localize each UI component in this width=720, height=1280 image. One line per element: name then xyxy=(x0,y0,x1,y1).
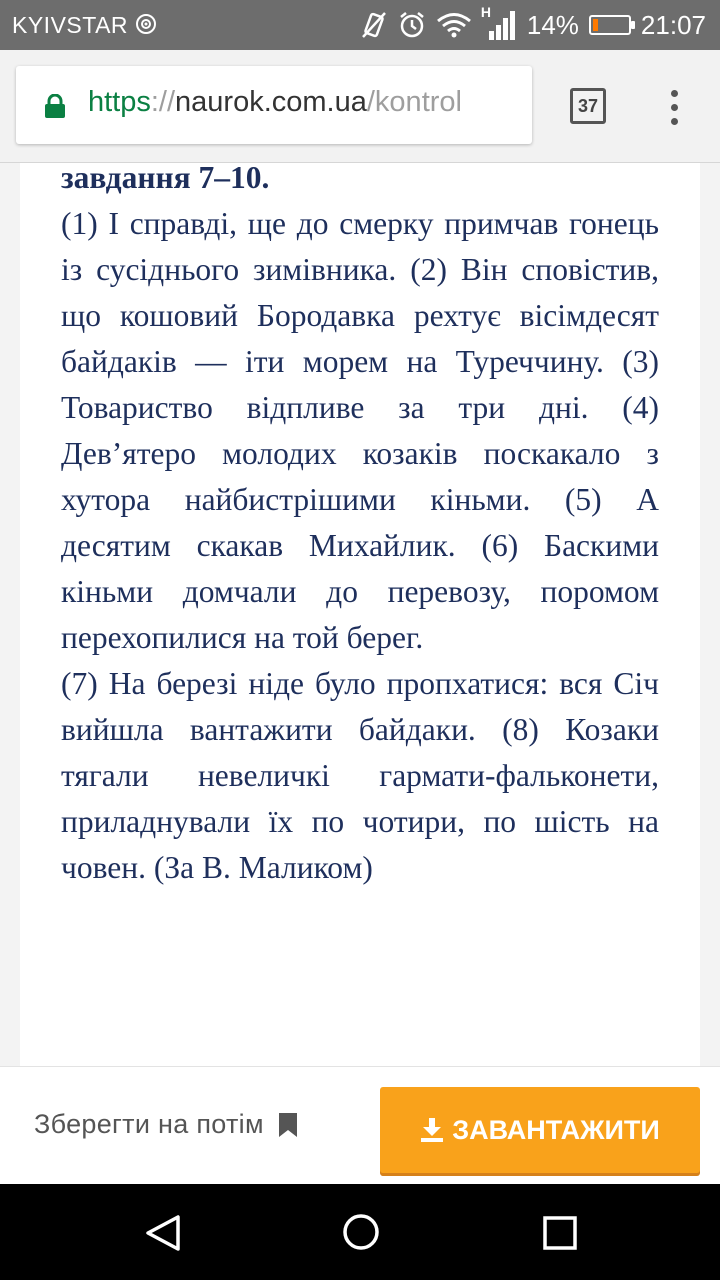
back-icon[interactable] xyxy=(144,1214,182,1252)
hotspot-icon xyxy=(134,12,158,36)
tabs-icon[interactable]: 37 xyxy=(570,88,606,124)
save-later-label: Зберегти на потім xyxy=(34,1109,264,1139)
bookmark-icon xyxy=(278,1112,298,1138)
lock-icon[interactable] xyxy=(44,94,66,118)
menu-icon[interactable] xyxy=(664,88,684,128)
action-bar xyxy=(0,1066,720,1185)
signal-icon xyxy=(480,4,517,40)
url-path: /kontrol xyxy=(366,86,462,118)
battery-fill xyxy=(593,19,598,31)
task-heading: завдання 7–10. xyxy=(61,163,270,195)
carrier-name: KYIVSTAR xyxy=(12,12,129,38)
article-text xyxy=(61,163,659,891)
save-later-button[interactable] xyxy=(34,1109,298,1140)
battery-percent: 14% xyxy=(526,9,579,40)
url-separator: :// xyxy=(150,86,176,118)
paragraph-1: (1) І справді, ще до смерку примчав гонець із сусіднього зимівника. (2) Він сповістив, що кошовий Бородавка рехтує вісімдесят байдаків — іти морем на Туреччину. (3) Товариство відпливе за три дні. (4) Дев’ятеро молодих козаків поскакало з хутора найбистрішими кіньми. (5) А десятим скакав Михайлик. (6) Баскими кіньми домчали до перевозу, поромом перехопилися на той берег. xyxy=(61,206,659,655)
url-text[interactable] xyxy=(88,86,530,119)
paragraph-2: (7) На березі ніде було пропхатися: вся Січ вийшла вантажити байдаки. (8) Козаки тягали невеличкі гармати-фальконети, приладнували їх по чотири, по шість на човен. (За В. Маликом) xyxy=(61,666,659,885)
download-icon xyxy=(420,1117,444,1143)
wifi-icon xyxy=(437,12,471,38)
url-scheme: https xyxy=(88,86,151,118)
navigation-bar xyxy=(0,1184,720,1280)
download-button[interactable] xyxy=(380,1087,700,1173)
vibrate-icon xyxy=(361,11,387,39)
browser-toolbar xyxy=(0,50,720,163)
recents-icon[interactable] xyxy=(542,1215,578,1251)
download-label: ЗАВАНТАЖИТИ xyxy=(452,1114,660,1145)
page-content xyxy=(0,163,720,1066)
battery-icon xyxy=(589,15,631,35)
clock: 21:07 xyxy=(640,9,706,40)
alarm-icon xyxy=(397,10,427,40)
home-icon[interactable] xyxy=(342,1213,380,1251)
network-type: H xyxy=(480,4,491,20)
address-bar[interactable] xyxy=(16,66,532,144)
status-bar xyxy=(0,0,720,50)
url-host: naurok.com.ua xyxy=(175,86,367,118)
